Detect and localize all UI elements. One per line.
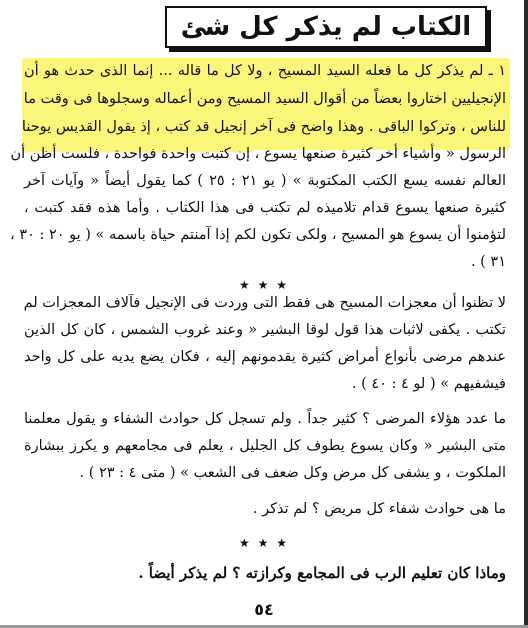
text-line: لتؤمنوا أن يسوع هو المسيح ، ولكى تكون لكم إذا آمنتم حياة باسمه » ( يو ٢٠ : ٣٠ ، (9, 227, 506, 243)
page-number: ٥٤ (254, 600, 274, 619)
chapter-title: الكتاب لم يذكر كل شئ (180, 12, 472, 42)
text-line: فيشفيهم » ( لو ٤ : ٤٠ ) . (351, 376, 506, 392)
text-line: كثيرة صنعها يسوع قدام تلاميذه لم تكتب فى هذا الكتاب . وأما هذه فقد كتبت ، (24, 200, 506, 216)
text-line: العالم نفسه يسع الكتب المكتوبة » ( يو ٢١ : ٢٥ ) كما يقول أيضاً « وآيات آخر (24, 173, 506, 189)
text-line: الإنجيليين اختاروا بعضاً من أقوال السيد المسيح ومن أعماله وسجلوها فى وقت ما (23, 91, 506, 107)
page-edge (524, 0, 528, 628)
text-line: ٣١ ) . (470, 254, 506, 270)
section-separator: ★ ★ ★ (239, 536, 289, 550)
chapter-title-box (165, 6, 487, 48)
text-line: متى البشير « وكان يسوع يطوف كل الجليل ، يعلم فى مجامعهم و يكرز ببشارة (24, 438, 506, 454)
text-line: الملكوت ، و يشفى كل مرض وكل ضعف فى الشعب » ( متى ٤ : ٢٣ ) . (79, 465, 506, 481)
text-line: ما هى حوادث شفاء كل مريض ؟ لم تذكر . (252, 501, 506, 517)
text-line: تكتب . يكفى لاثبات هذا قول لوقا البشير « وعند غروب الشمس ، كان كل الذين (24, 322, 506, 338)
text-line: الرسول « وأشياء أخر كثيرة صنعها يسوع ، إن كتبت واحدة فواحدة ، فلست أظن أن (10, 146, 506, 162)
text-line: عندهم مرضى بأنواع أمراض كثيرة يقدمونهم إليه ، فكان يضع يديه على كل واحد (24, 349, 506, 365)
text-line: ما عدد هؤلاء المرضى ؟ كثير جداً . ولم تسجل كل حوادث الشفاء و يقول معلمنا (24, 411, 506, 427)
text-line: للناس ، وتركوا الباقى . وهذا واضح فى آخر إنجيل قد كتب ، إذ يقول القديس يوحنا (21, 119, 506, 135)
section-separator: ★ ★ ★ (239, 278, 289, 292)
text-line: لا تظنوا أن معجزات المسيح هى فقط التى وردت فى الإنجيل فآلاف المعجزات لم (23, 295, 506, 311)
text-line: وماذا كان تعليم الرب فى المجامع وكرازته ؟ لم يذكر أيضاً . (138, 564, 506, 582)
text-line: ١ ـ لم يذكر كل ما فعله السيد المسيح ، ولا كل ما قاله ... إنما الذى حدث هو أن (24, 63, 506, 79)
